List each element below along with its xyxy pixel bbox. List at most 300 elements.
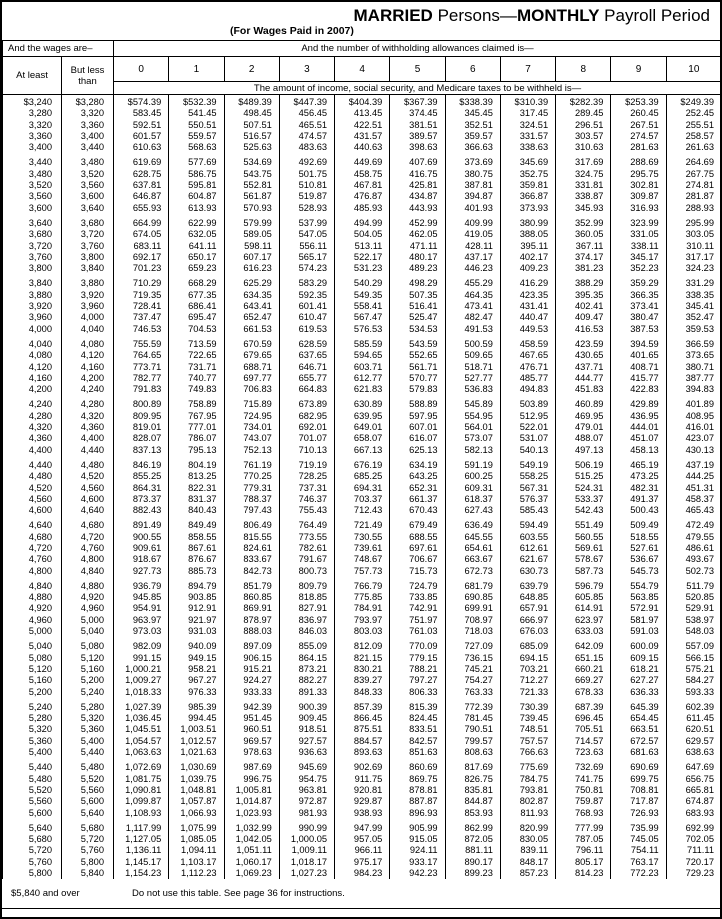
wage-at-least-cell: 3,320 [3,120,62,131]
wage-but-less-cell: 3,720 [62,229,114,240]
amount-cell: 1,085.05 [169,834,224,845]
amount-cell: 630.73 [500,566,555,577]
amount-cell: 942.23 [390,868,445,879]
amount-cell: 482.47 [445,312,500,323]
amount-cell: 720.17 [666,857,721,868]
amount-cell: 415.77 [611,373,666,384]
allowance-col-0: 0 [114,57,169,82]
amount-cell: 690.69 [611,762,666,773]
amount-cell: 352.51 [445,120,500,131]
wage-at-least-cell: 3,840 [3,278,62,289]
amount-cell: 524.31 [556,483,611,494]
amount-cell: 656.75 [666,774,721,785]
wage-but-less-cell: 4,480 [62,460,114,471]
amount-cell: 515.25 [556,471,611,482]
table-row [3,808,722,819]
amount-cell: 338.63 [500,142,555,153]
amount-cell: 527.61 [611,543,666,554]
table-row [3,278,722,289]
wage-but-less-cell: 4,320 [62,411,114,422]
amount-cell: 449.69 [335,157,390,168]
amount-cell: 387.53 [611,324,666,335]
amount-cell: 766.79 [335,581,390,592]
amount-cell: 473.41 [445,301,500,312]
amount-cell: 561.71 [390,362,445,373]
footer-divider [2,908,720,909]
amount-cell: $338.39 [445,95,500,109]
amount-cell: 502.73 [666,566,721,577]
amount-cell: 394.83 [666,384,721,395]
amount-cell: 702.05 [666,834,721,845]
amount-cell: 721.33 [500,687,555,698]
amount-cell: 543.75 [224,169,279,180]
amount-cell: 651.15 [556,653,611,664]
table-footer [2,888,720,899]
wage-but-less-cell: 4,640 [62,505,114,516]
amount-cell: 731.71 [169,362,224,373]
amount-cell: 621.67 [500,554,555,565]
amount-cell: 927.57 [279,736,334,747]
amount-cell: 440.63 [335,142,390,153]
amount-cell: 549.35 [335,290,390,301]
amount-cell: 540.29 [335,278,390,289]
amount-cell: 613.93 [169,203,224,214]
amount-cell: 557.09 [666,641,721,652]
amount-cell: 929.87 [335,796,390,807]
amount-cell: 973.03 [114,626,169,637]
amount-cell: 527.77 [445,373,500,384]
amount-cell: 409.99 [445,218,500,229]
amount-cell: 773.55 [279,532,334,543]
amount-cell: 957.05 [335,834,390,845]
amount-cell: 660.21 [556,664,611,675]
table-row [3,653,722,664]
amount-cell: 688.55 [390,532,445,543]
amount-cell: 864.15 [279,653,334,664]
wage-but-less-cell: 4,960 [62,603,114,614]
amount-cell: 483.63 [279,142,334,153]
amount-cell: 694.15 [500,653,555,664]
amount-cell: 855.25 [114,471,169,482]
table-row [3,747,722,758]
wage-but-less-cell: 4,520 [62,471,114,482]
amount-cell: 655.77 [279,373,334,384]
allowance-col-2: 2 [224,57,279,82]
amount-cell: 840.43 [169,505,224,516]
amount-cell: 721.49 [335,520,390,531]
amount-cell: 896.93 [390,808,445,819]
amount-cell: 620.51 [666,724,721,735]
amount-cell: 708.81 [611,785,666,796]
amount-cell: 595.81 [169,180,224,191]
amount-cell: 1,000.05 [279,834,334,845]
amount-cell: 534.53 [390,324,445,335]
amount-cell: 430.13 [666,445,721,456]
wage-but-less-cell: 4,240 [62,384,114,395]
amount-cell: 987.69 [224,762,279,773]
amount-cell: 594.49 [500,520,555,531]
table-row [3,774,722,785]
amount-cell: 416.53 [556,324,611,335]
amount-cell: 844.87 [445,796,500,807]
amount-cell: 452.99 [390,218,445,229]
table-row [3,471,722,482]
amount-cell: $253.39 [611,95,666,109]
wage-at-least-cell: 3,760 [3,252,62,263]
amount-cell: 554.79 [611,581,666,592]
amount-cell: 560.55 [556,532,611,543]
amount-cell: 654.61 [445,543,500,554]
amount-cell: 437.71 [556,362,611,373]
amount-cell: 467.81 [335,180,390,191]
amount-cell: 572.91 [611,603,666,614]
amount-cell: 749.83 [169,384,224,395]
amount-cell: 826.75 [445,774,500,785]
amount-cell: 630.89 [335,399,390,410]
amount-cell: 712.43 [335,505,390,516]
wage-at-least-cell: 4,480 [3,471,62,482]
wage-at-least-cell: 4,240 [3,399,62,410]
amount-cell: 338.87 [556,191,611,202]
amount-cell: 255.51 [666,120,721,131]
amount-cell: 681.79 [445,581,500,592]
table-row [3,675,722,686]
amount-cell: 713.59 [169,339,224,350]
amount-cell: 766.63 [500,747,555,758]
amount-cell: 661.53 [224,324,279,335]
wage-but-less-cell: 3,480 [62,157,114,168]
amount-cell: 373.93 [500,203,555,214]
table-row [3,373,722,384]
wage-at-least-cell: 5,120 [3,664,62,675]
amount-cell: 491.37 [611,494,666,505]
wage-but-less-cell: 5,080 [62,641,114,652]
amount-cell: 645.55 [445,532,500,543]
amount-cell: 437.19 [666,460,721,471]
amount-cell: 842.57 [390,736,445,747]
amount-cell: 491.53 [445,324,500,335]
amount-cell: 746.53 [114,324,169,335]
amount-cell: 465.43 [666,505,721,516]
amount-cell: 931.03 [169,626,224,637]
amount-cell: 767.95 [169,411,224,422]
amount-cell: 686.41 [169,301,224,312]
amount-cell: 260.45 [611,108,666,119]
allowance-col-4: 4 [335,57,390,82]
amount-cell: 464.35 [445,290,500,301]
amount-cell: 500.59 [445,339,500,350]
wage-at-least-cell: 5,520 [3,785,62,796]
amount-cell: 777.01 [169,422,224,433]
amount-cell: 625.29 [224,278,279,289]
amount-cell: 831.37 [169,494,224,505]
wage-at-least-cell: 5,360 [3,736,62,747]
amount-cell: 303.05 [666,229,721,240]
wage-but-less-cell: 5,480 [62,762,114,773]
wage-at-least-cell: 4,120 [3,362,62,373]
amount-cell: 409.23 [500,263,555,274]
amount-cell: 1,027.23 [279,868,334,879]
amount-cell: 873.37 [114,494,169,505]
amount-cell: 387.81 [445,180,500,191]
wage-at-least-cell: 3,920 [3,301,62,312]
amount-cell: 485.93 [335,203,390,214]
wage-but-less-cell: 4,200 [62,373,114,384]
amount-cell: 817.69 [445,762,500,773]
amount-cell: 510.81 [279,180,334,191]
amount-cell: 1,090.81 [114,785,169,796]
table-row [3,664,722,675]
wage-at-least-cell: 3,640 [3,218,62,229]
amount-cell: 359.57 [445,131,500,142]
amount-cell: 652.47 [224,312,279,323]
amount-cell: 609.15 [611,653,666,664]
amount-cell: 437.17 [445,252,500,263]
amount-cell: 697.77 [224,373,279,384]
amount-cell: 317.45 [500,108,555,119]
amount-cell: 366.87 [500,191,555,202]
wage-at-least-cell: 5,000 [3,626,62,637]
wage-but-less-cell: 4,840 [62,566,114,577]
allowance-col-6: 6 [445,57,500,82]
amount-cell: 623.97 [556,615,611,626]
amount-cell: 374.45 [390,108,445,119]
amount-cell: 981.93 [279,808,334,819]
amount-cell: 592.35 [279,290,334,301]
wage-but-less-cell: 4,160 [62,362,114,373]
allowance-col-10: 10 [666,57,721,82]
wage-at-least-cell: 3,480 [3,169,62,180]
amount-cell: 663.67 [445,554,500,565]
amount-cell: 543.59 [390,339,445,350]
amount-cell: 373.41 [611,301,666,312]
amount-cell: 976.33 [169,687,224,698]
wage-but-less-cell: 5,440 [62,747,114,758]
amount-cell: 538.97 [666,615,721,626]
wage-but-less-cell: 5,280 [62,702,114,713]
amount-cell: 634.19 [390,460,445,471]
amount-cell: 784.75 [500,774,555,785]
amount-cell: 658.07 [335,433,390,444]
table-row [3,252,722,263]
wage-at-least-cell: 5,040 [3,641,62,652]
amount-cell: 612.61 [500,543,555,554]
amount-cell: 443.93 [390,203,445,214]
table-row [3,713,722,724]
amount-cell: 428.11 [445,241,500,252]
amount-cell: 842.73 [224,566,279,577]
amount-cell: 616.07 [390,433,445,444]
amount-cell: 413.45 [335,108,390,119]
amount-cell: 649.01 [335,422,390,433]
amount-cell: 352.75 [500,169,555,180]
amount-cell: 701.07 [279,433,334,444]
amount-cell: 682.95 [279,411,334,422]
wage-but-less-cell: 3,560 [62,180,114,191]
amount-cell: 848.33 [335,687,390,698]
amount-cell: 633.03 [556,626,611,637]
wage-but-less-cell: 4,040 [62,324,114,335]
amount-cell: 795.13 [169,445,224,456]
amount-cell: 719.19 [279,460,334,471]
wage-at-least-cell: 5,440 [3,762,62,773]
amount-cell: 903.85 [169,592,224,603]
amount-cell: 685.25 [335,471,390,482]
amount-cell: 610.47 [279,312,334,323]
amount-cell: 991.15 [114,653,169,664]
amount-cell: 743.07 [224,433,279,444]
amount-cell: 480.17 [390,252,445,263]
amount-cell: 902.69 [335,762,390,773]
amount-cell: 706.67 [390,554,445,565]
wage-but-less-cell: 3,920 [62,290,114,301]
amount-cell: 909.61 [114,543,169,554]
amount-cell: 584.27 [666,675,721,686]
wage-but-less-cell: 5,360 [62,724,114,735]
amount-cell: 921.97 [169,615,224,626]
amount-cell: 715.89 [224,399,279,410]
amount-cell: 507.51 [224,120,279,131]
amount-cell: 815.55 [224,532,279,543]
amount-cell: 642.09 [556,641,611,652]
amount-cell: 891.49 [114,520,169,531]
amount-cell: 940.09 [169,641,224,652]
amount-cell: 472.49 [666,520,721,531]
amount-cell: 603.71 [335,362,390,373]
amount-cell: 627.43 [445,505,500,516]
amount-cell: 996.75 [224,774,279,785]
amount-cell: 866.45 [335,713,390,724]
amount-cell: 436.95 [611,411,666,422]
wage-at-least-cell: 4,440 [3,460,62,471]
amount-cell: 338.35 [666,290,721,301]
amount-cell: 728.41 [114,301,169,312]
wage-but-less-cell: 5,600 [62,796,114,807]
amount-cell: 711.11 [666,845,721,856]
amount-cell: 685.09 [500,641,555,652]
amount-cell: 446.23 [445,263,500,274]
amount-cell: 549.19 [500,460,555,471]
amount-cell: 352.47 [666,312,721,323]
amount-cell: 506.19 [556,460,611,471]
amount-cell: 699.91 [445,603,500,614]
amount-cell: 768.93 [556,808,611,819]
amount-cell: 296.51 [556,120,611,131]
amount-cell: 401.93 [445,203,500,214]
amount-cell: 458.13 [611,445,666,456]
amount-cell: 522.01 [500,422,555,433]
amount-cell: 775.69 [500,762,555,773]
table-row [3,762,722,773]
amount-cell: 695.47 [169,312,224,323]
amount-cell: 881.11 [445,845,500,856]
table-row [3,157,722,168]
amount-cell: 884.57 [335,736,390,747]
amount-cell: 938.93 [335,808,390,819]
amount-cell: 387.77 [666,373,721,384]
wage-at-least-cell: 5,560 [3,796,62,807]
amount-cell: 360.05 [556,229,611,240]
amount-cell: 911.75 [335,774,390,785]
amount-cell: 655.93 [114,203,169,214]
amount-cell: 545.73 [611,566,666,577]
amount-cell: 422.51 [335,120,390,131]
wage-at-least-cell: 3,520 [3,180,62,191]
amount-cell: 577.69 [169,157,224,168]
wage-but-less-cell: 4,600 [62,494,114,505]
allowances-claimed-label: And the number of withholding allowances claimed is— [114,41,722,57]
amount-cell: 540.13 [500,445,555,456]
amount-cell: 891.33 [279,687,334,698]
amount-cell: 674.87 [666,796,721,807]
amount-cell: 563.85 [611,592,666,603]
amount-cell: 634.35 [224,290,279,301]
amount-cell: 444.25 [666,471,721,482]
amount-cell: 488.07 [556,433,611,444]
amount-cell: 736.15 [445,653,500,664]
amount-cell: 846.03 [279,626,334,637]
amount-cell: 345.93 [556,203,611,214]
amount-cell: 600.25 [445,471,500,482]
amount-cell: 755.59 [114,339,169,350]
amount-cell: 589.05 [224,229,279,240]
table-row [3,312,722,323]
amount-cell: 791.67 [279,554,334,565]
amount-cell: 805.17 [556,857,611,868]
amount-cell: 380.75 [445,169,500,180]
amount-cell: 990.99 [279,823,334,834]
amount-cell: 647.69 [666,762,721,773]
amount-cell: 728.25 [279,471,334,482]
amount-cell: 750.81 [556,785,611,796]
amount-cell: 625.13 [390,445,445,456]
table-row [3,263,722,274]
amount-cell: 730.55 [335,532,390,543]
wage-at-least-cell: 5,680 [3,834,62,845]
amount-cell: 503.89 [500,399,555,410]
amount-cell: 451.07 [611,433,666,444]
amount-cell: 582.13 [445,445,500,456]
amount-cell: 556.11 [279,241,334,252]
over-amount-label: $5,840 and over [11,888,80,900]
amount-cell: 729.23 [666,868,721,879]
table-row [3,169,722,180]
wage-at-least-cell: 4,200 [3,384,62,395]
amount-cell: 985.39 [169,702,224,713]
amount-cell: 440.47 [500,312,555,323]
amount-cell: 746.37 [279,494,334,505]
amount-cell: 359.29 [611,278,666,289]
amount-cell: 458.59 [500,339,555,350]
amount-cell: 858.55 [169,532,224,543]
amount-cell: 533.37 [556,494,611,505]
amount-cell: 1,154.23 [114,868,169,879]
table-row [3,483,722,494]
amount-cell: 394.87 [445,191,500,202]
amount-cell: 289.45 [556,108,611,119]
wage-but-less-cell: 5,560 [62,785,114,796]
table-row [3,641,722,652]
amount-cell: 967.27 [169,675,224,686]
amount-cell: 648.85 [500,592,555,603]
amount-cell: 833.51 [390,724,445,735]
amount-cell: 593.33 [666,687,721,698]
wage-but-less-cell: 3,800 [62,252,114,263]
amount-cell: 673.89 [279,399,334,410]
amount-cell: 748.67 [335,554,390,565]
amount-cell: 632.05 [169,229,224,240]
amount-cell: 408.95 [666,411,721,422]
